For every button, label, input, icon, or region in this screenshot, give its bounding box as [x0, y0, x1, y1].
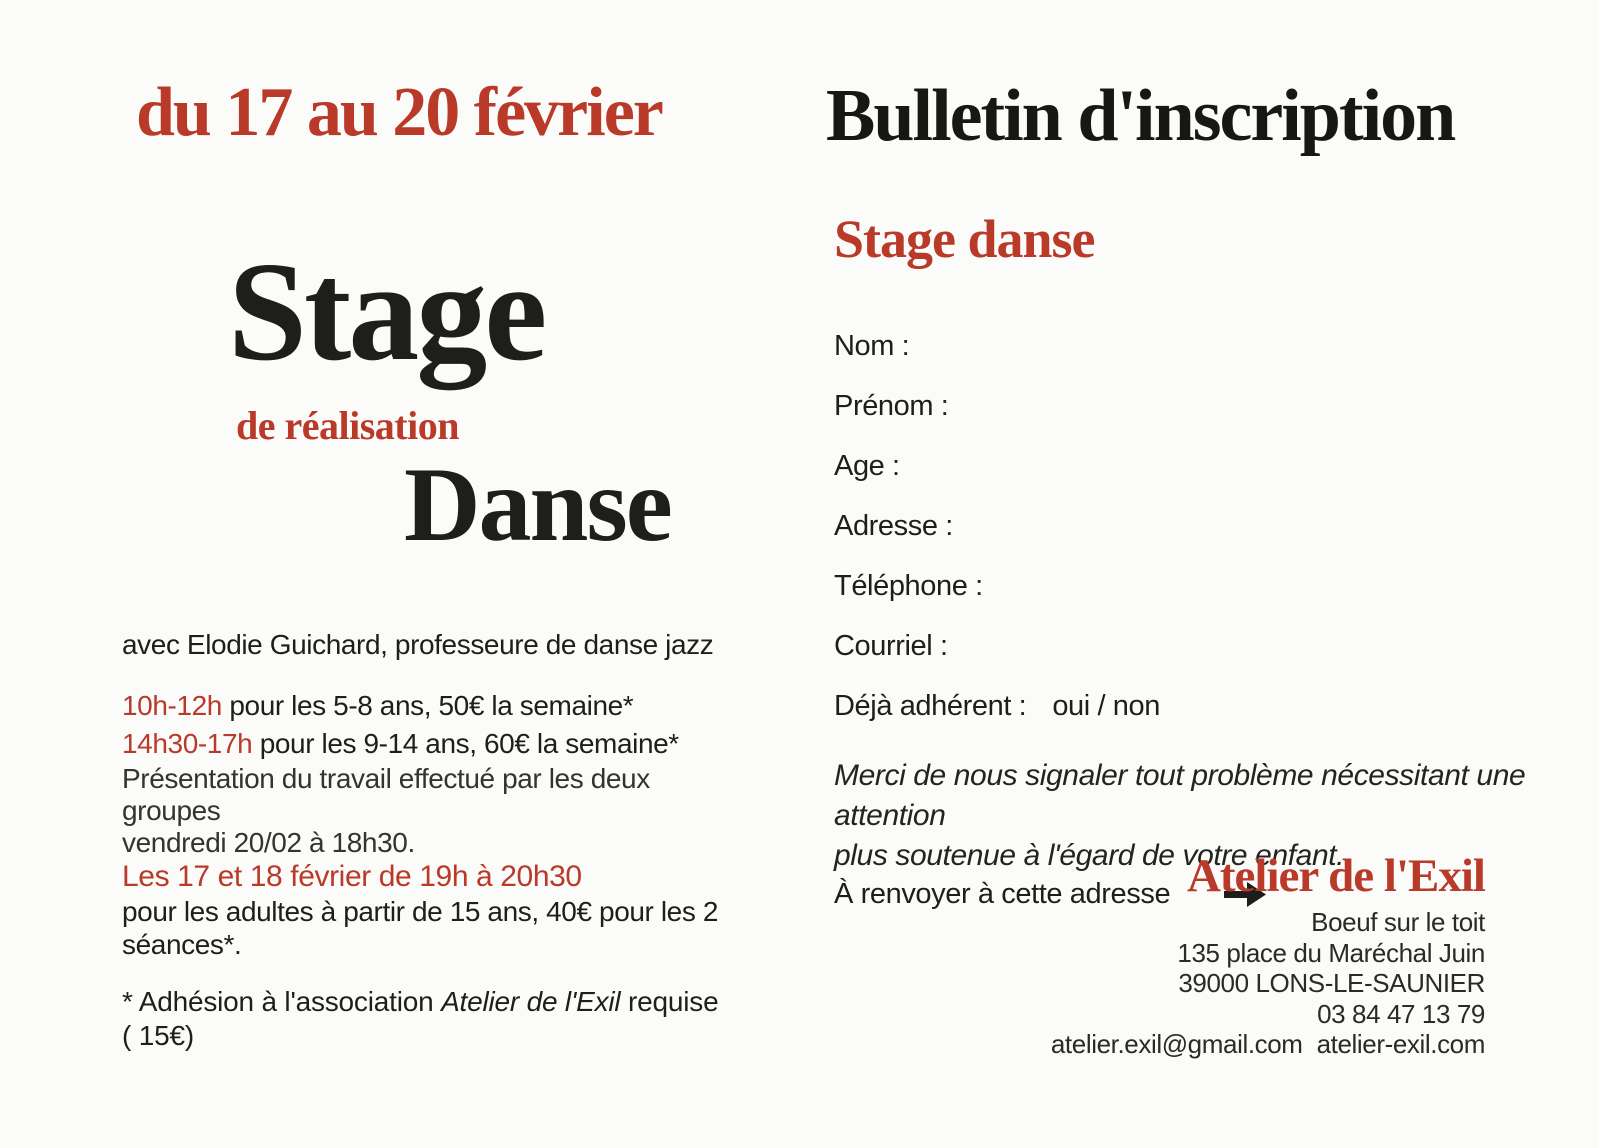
address-line-venue: Boeuf sur le toit — [1311, 907, 1485, 937]
form-fields — [834, 330, 1160, 750]
field-age — [834, 450, 1160, 510]
field-adresse — [834, 510, 1160, 570]
field-label-nom: Nom : — [834, 330, 910, 362]
field-deja-adherent — [834, 690, 1160, 750]
membership-note-prefix: * Adhésion à l'association — [122, 986, 442, 1017]
form-title: Bulletin d'inscription — [826, 75, 1455, 157]
schedule-details-teens: pour les 9-14 ans, 60€ la semaine* — [252, 728, 679, 759]
date-range: du 17 au 20 février — [136, 74, 662, 151]
workshop-title-secondary: Danse — [404, 446, 671, 563]
address-line-phone: 03 84 47 13 79 — [1317, 998, 1485, 1029]
workshop-title: Stage — [228, 232, 545, 390]
instructor-line: avec Elodie Guichard, professeure de danse jazz — [122, 629, 714, 660]
organization-contact — [1051, 1029, 1485, 1060]
presentation-line-2: vendredi 20/02 à 18h30. — [122, 827, 415, 858]
adults-details-line: pour les adultes à partir de 15 ans, 40€ pour les 2 séances*. — [122, 896, 718, 960]
parent-note-line-1: Merci de nous signaler tout problème nécessitant une attention — [834, 759, 1526, 832]
organization-email: atelier.exil@gmail.com — [1050, 1029, 1303, 1059]
field-label-age: Age : — [834, 450, 900, 482]
address-line-street: 135 place du Maréchal Juin — [1177, 937, 1485, 968]
membership-note-suffix: requise ( 15€) — [122, 986, 719, 1051]
send-instruction: À renvoyer à cette adresse — [834, 877, 1171, 910]
field-label-courriel: Courriel : — [834, 630, 948, 662]
field-label-telephone: Téléphone : — [834, 570, 983, 602]
field-prenom — [834, 390, 1160, 450]
workshop-details — [122, 628, 722, 1053]
adults-dates-line: Les 17 et 18 février de 19h à 20h30 — [122, 860, 582, 893]
field-nom — [834, 330, 1160, 390]
field-label-adresse: Adresse : — [834, 510, 953, 542]
field-label-prenom: Prénom : — [834, 390, 949, 422]
organization-address — [1051, 907, 1485, 1060]
field-courriel — [834, 630, 1160, 690]
organization-block — [1051, 852, 1485, 1060]
form-subtitle: Stage danse — [834, 209, 1095, 269]
workshop-subtitle: de réalisation — [236, 403, 459, 448]
organization-website: atelier-exil.com — [1316, 1029, 1485, 1059]
field-telephone — [834, 570, 1160, 630]
field-value-deja-adherent: oui / non — [1052, 690, 1160, 722]
time-range-teens: 14h30-17h — [122, 728, 253, 759]
schedule-line-kids — [122, 687, 722, 725]
schedule-details-kids: pour les 5-8 ans, 50€ la semaine* — [221, 690, 634, 721]
organization-name: Atelier de l'Exil — [1186, 850, 1485, 902]
parent-note-line-2: plus soutenue à l'égard de votre enfant. — [834, 839, 1345, 872]
address-line-city: 39000 LONS-LE-SAUNIER — [1178, 968, 1485, 998]
presentation-line-1: Présentation du travail effectué par les deux groupes — [122, 763, 650, 826]
field-label-deja-adherent: Déjà adhérent : — [834, 690, 1027, 722]
schedule-line-teens — [122, 725, 722, 763]
time-range-kids: 10h-12h — [122, 690, 222, 721]
membership-note-association: Atelier de l'Exil — [441, 986, 621, 1017]
membership-note — [122, 985, 722, 1053]
